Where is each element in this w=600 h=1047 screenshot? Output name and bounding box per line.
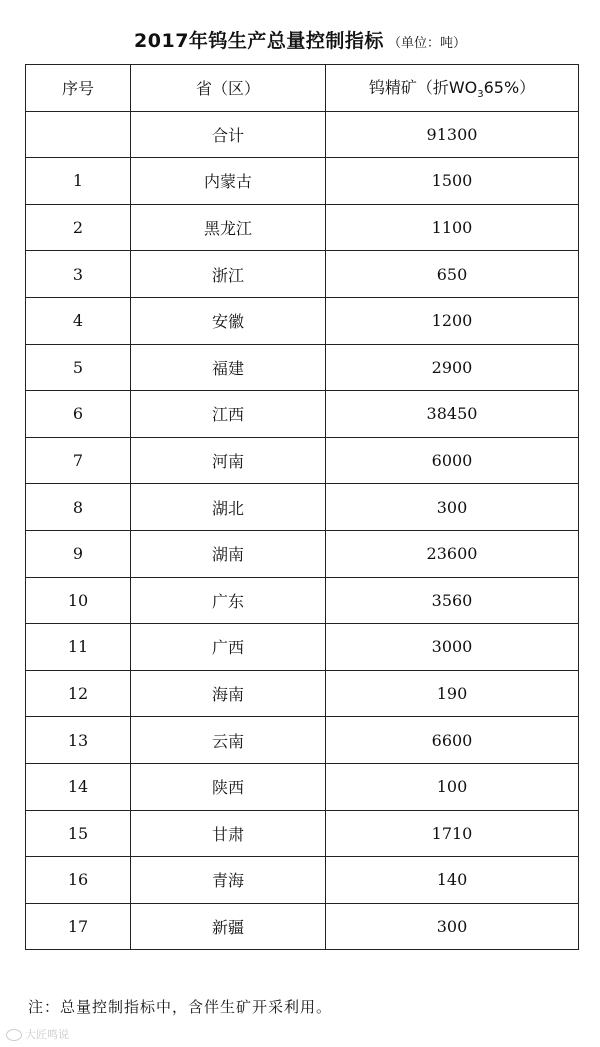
row-value: 1100 (326, 204, 579, 251)
row-province: 广西 (131, 624, 326, 671)
row-value: 300 (326, 903, 579, 950)
row-seq: 1 (26, 158, 131, 205)
row-value: 38450 (326, 391, 579, 438)
row-province: 甘肃 (131, 810, 326, 857)
row-seq: 9 (26, 530, 131, 577)
table-row (26, 391, 579, 438)
row-province: 河南 (131, 437, 326, 484)
row-value: 140 (326, 857, 579, 904)
row-seq: 17 (26, 903, 131, 950)
header-concentrate-subscript: 3 (477, 89, 484, 101)
row-province: 内蒙古 (131, 158, 326, 205)
watermark-text: 大匠鸣说 (25, 1028, 69, 1041)
row-province: 湖南 (131, 530, 326, 577)
row-value: 6000 (326, 437, 579, 484)
document-title (0, 26, 600, 53)
table-row (26, 857, 579, 904)
data-rows (26, 158, 579, 950)
row-province: 黑龙江 (131, 204, 326, 251)
table-row (26, 437, 579, 484)
table-row (26, 251, 579, 298)
table-row (26, 158, 579, 205)
total-label: 合计 (131, 111, 326, 158)
row-province: 福建 (131, 344, 326, 391)
footnote: 注：总量控制指标中，含伴生矿开采利用。 (28, 998, 333, 1016)
row-value: 300 (326, 484, 579, 531)
weibo-logo-icon (6, 1029, 22, 1041)
total-seq (26, 111, 131, 158)
row-seq: 14 (26, 763, 131, 810)
total-row (26, 111, 579, 158)
header-concentrate-prefix: 钨精矿（折WO (368, 78, 478, 98)
row-seq: 8 (26, 484, 131, 531)
row-province: 云南 (131, 717, 326, 764)
row-province: 青海 (131, 857, 326, 904)
row-seq: 11 (26, 624, 131, 671)
row-seq: 7 (26, 437, 131, 484)
row-province: 海南 (131, 670, 326, 717)
header-row (26, 65, 579, 112)
row-value: 1200 (326, 297, 579, 344)
table-row (26, 763, 579, 810)
row-province: 江西 (131, 391, 326, 438)
row-value: 1710 (326, 810, 579, 857)
row-province: 安徽 (131, 297, 326, 344)
table-row (26, 717, 579, 764)
row-seq: 12 (26, 670, 131, 717)
row-seq: 16 (26, 857, 131, 904)
table-row (26, 903, 579, 950)
row-value: 3000 (326, 624, 579, 671)
row-province: 新疆 (131, 903, 326, 950)
row-value: 23600 (326, 530, 579, 577)
row-seq: 4 (26, 297, 131, 344)
table-row (26, 530, 579, 577)
table-row (26, 344, 579, 391)
row-value: 100 (326, 763, 579, 810)
table-row (26, 577, 579, 624)
table-row (26, 810, 579, 857)
row-seq: 5 (26, 344, 131, 391)
table-row (26, 670, 579, 717)
quota-table (25, 64, 579, 950)
header-province: 省（区） (131, 65, 326, 112)
row-province: 浙江 (131, 251, 326, 298)
total-value: 91300 (326, 111, 579, 158)
table-row (26, 204, 579, 251)
header-seq: 序号 (26, 65, 131, 112)
table-row (26, 484, 579, 531)
watermark (6, 1026, 69, 1042)
row-value: 6600 (326, 717, 579, 764)
title-main: 2017年钨生产总量控制指标 (134, 30, 384, 52)
row-value: 650 (326, 251, 579, 298)
title-unit: （单位：吨） (387, 36, 466, 51)
row-province: 广东 (131, 577, 326, 624)
row-value: 1500 (326, 158, 579, 205)
row-province: 陕西 (131, 763, 326, 810)
row-value: 190 (326, 670, 579, 717)
row-seq: 6 (26, 391, 131, 438)
row-province: 湖北 (131, 484, 326, 531)
header-concentrate (326, 65, 579, 112)
row-seq: 10 (26, 577, 131, 624)
row-seq: 3 (26, 251, 131, 298)
header-concentrate-suffix: 65%） (483, 78, 536, 98)
table-row (26, 624, 579, 671)
row-seq: 2 (26, 204, 131, 251)
row-seq: 13 (26, 717, 131, 764)
row-value: 3560 (326, 577, 579, 624)
table-row (26, 297, 579, 344)
row-seq: 15 (26, 810, 131, 857)
row-value: 2900 (326, 344, 579, 391)
